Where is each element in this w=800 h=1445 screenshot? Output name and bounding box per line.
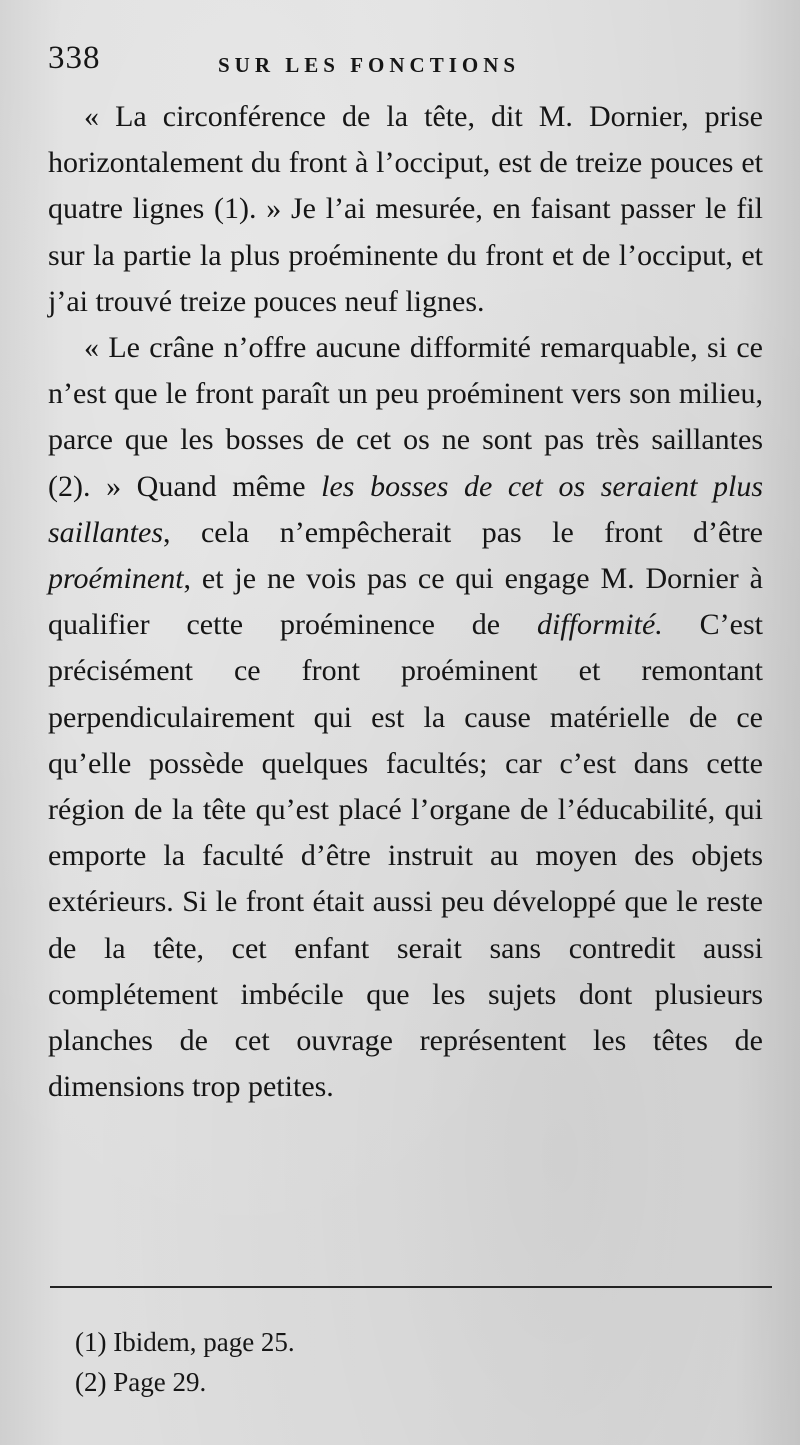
footnotes: [75, 1322, 675, 1402]
page-header: [48, 40, 768, 90]
italic-phrase-2: proéminent: [48, 562, 184, 596]
paragraph-1-text-a: « La circonférence de la tête, dit M. Dornier, prise horizontalement du front à l’occiput, est de treize pouces et quatre lignes (: [48, 100, 763, 226]
paragraph-1-text-b: ). » Je l’ai mesurée, en faisant passer le fil sur la partie la plus proéminente du front et de l’occiput, et j’ai trouvé treize pouces neuf lignes.: [48, 192, 763, 318]
paragraph-1: [48, 94, 763, 325]
italic-phrase-1: les bosses de cet os seraient plus saillantes: [48, 469, 764, 549]
paragraph-2-text-d: C’est précisément ce front proéminent et remontant perpendiculairement qui est la cause matérielle de ce qu’elle possède quelques facultés; car c’est dans cette région de la tête qu’est placé l’organe de l’éducabilité, qui emporte la faculté d’être instruit au moyen des objets extérieurs. Si le front était aussi peu développé que le reste de la tête, cet enfant serait sans contredit aussi complétement imbécile que les sujets dont plusieurs planches de cet ouvrage représentent les têtes de dimensions trop petites.: [48, 608, 763, 1104]
paragraph-2-text-a: « Le crâne n’offre aucune difformité remarquable, si ce n’est que le front paraît un peu proéminent vers son milieu, parce que les bosses de cet os ne sont pas très saillantes (2). » Quand même: [48, 331, 763, 503]
running-title: SUR LES FONCTIONS: [218, 53, 521, 77]
paragraph-2-text-b: , cela n’empêcherait pas le front d’être: [163, 515, 763, 549]
footnote-rule: [50, 1286, 772, 1288]
footnote-1: (1) Ibidem, page 25.: [75, 1327, 295, 1357]
paragraph-2-text-c: , et je ne vois pas ce qui engage M. Dornier à qualifier cette proéminence de: [48, 562, 763, 642]
footnote-ref-1: 1: [224, 192, 240, 226]
page-number: 338: [48, 40, 101, 76]
paragraph-2: [48, 325, 763, 1110]
footnote-2: (2) Page 29.: [75, 1367, 207, 1397]
main-text: [48, 94, 763, 1110]
italic-phrase-3: difformité.: [536, 608, 663, 642]
